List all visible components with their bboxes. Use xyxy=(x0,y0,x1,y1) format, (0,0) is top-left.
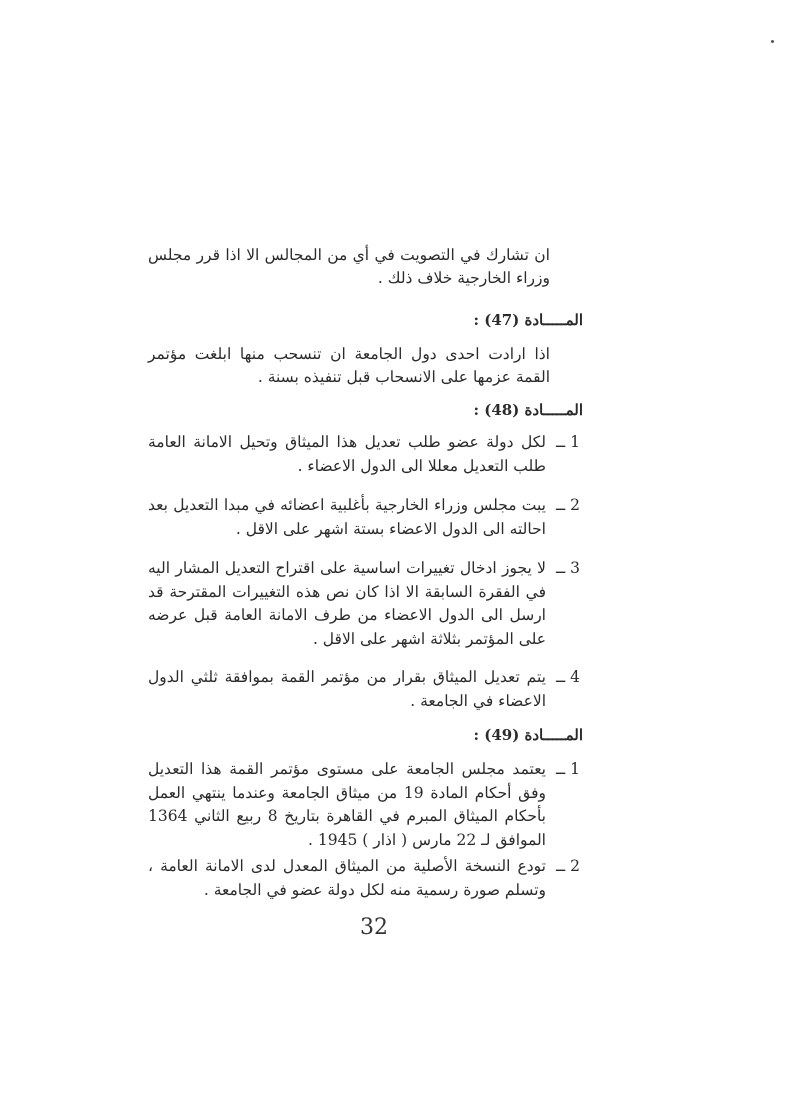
article-48-item-1 xyxy=(148,431,580,478)
item-number: 2 ــ xyxy=(556,496,580,514)
item-text: لكل دولة عضو طلب تعديل هذا الميثاق وتحيل الامانة العامة طلب التعديل معللا الى الدول الاعضاء . xyxy=(148,433,546,475)
article-47-heading: المـــــادة (47) : xyxy=(473,311,583,329)
article-48-heading: المـــــادة (48) : xyxy=(473,401,583,419)
item-text: تودع النسخة الأصلية من الميثاق المعدل لدى الامانة العامة ، وتسلم صورة رسمية منه لكل دولة عضو في الجامعة . xyxy=(148,857,546,899)
article-47-paragraph: اذا ارادت احدى دول الجامعة ان تنسحب منها ابلغت مؤتمر القمة عزمها على الانسحاب قبل تنفيذه بسنة . xyxy=(148,345,550,386)
article-49-item-1 xyxy=(148,758,580,852)
item-number: 2 ــ xyxy=(556,857,580,875)
scan-speck xyxy=(771,40,774,43)
item-number: 1 ــ xyxy=(556,760,580,778)
page-number: 32 xyxy=(360,915,388,940)
article-48-item-3 xyxy=(148,557,580,651)
item-number: 1 ــ xyxy=(556,433,580,451)
intro-paragraph: ان تشارك في التصويت في أي من المجالس الا اذا قرر مجلس وزراء الخارجية خلاف ذلك . xyxy=(148,246,550,287)
item-number: 4 ــ xyxy=(556,668,580,686)
article-48-item-4 xyxy=(148,666,580,713)
item-text: يتم تعديل الميثاق بقرار من مؤتمر القمة بموافقة ثلثي الدول الاعضاء في الجامعة . xyxy=(148,668,546,710)
item-text: يعتمد مجلس الجامعة على مستوى مؤتمر القمة هذا التعديل وفق أحكام المادة 19 من ميثاق الجامعة وعندما ينتهي العمل بأحكام الميثاق المبرم في القاهرة بتاريخ 8 ربيع الثاني 1364 الموافق لـ 22 مارس ( اذار ) 1945 . xyxy=(148,760,546,849)
item-text: لا يجوز ادخال تغييرات اساسية على اقتراح التعديل المشار اليه في الفقرة السابقة الا اذا كان نص هذه التغييرات المقترحة قد ارسل الى الدول الاعضاء من طرف الامانة العامة قبل عرضه على المؤتمر بثلاثة اشهر على الاقل . xyxy=(148,559,546,648)
article-49-heading: المـــــادة (49) : xyxy=(473,726,583,744)
item-text: يبت مجلس وزراء الخارجية بأغلبية اعضائه في مبدا التعديل بعد احالته الى الدول الاعضاء بستة اشهر على الاقل . xyxy=(148,496,546,538)
item-number: 3 ــ xyxy=(556,559,580,577)
article-48-item-2 xyxy=(148,494,580,541)
article-49-item-2 xyxy=(148,855,580,902)
